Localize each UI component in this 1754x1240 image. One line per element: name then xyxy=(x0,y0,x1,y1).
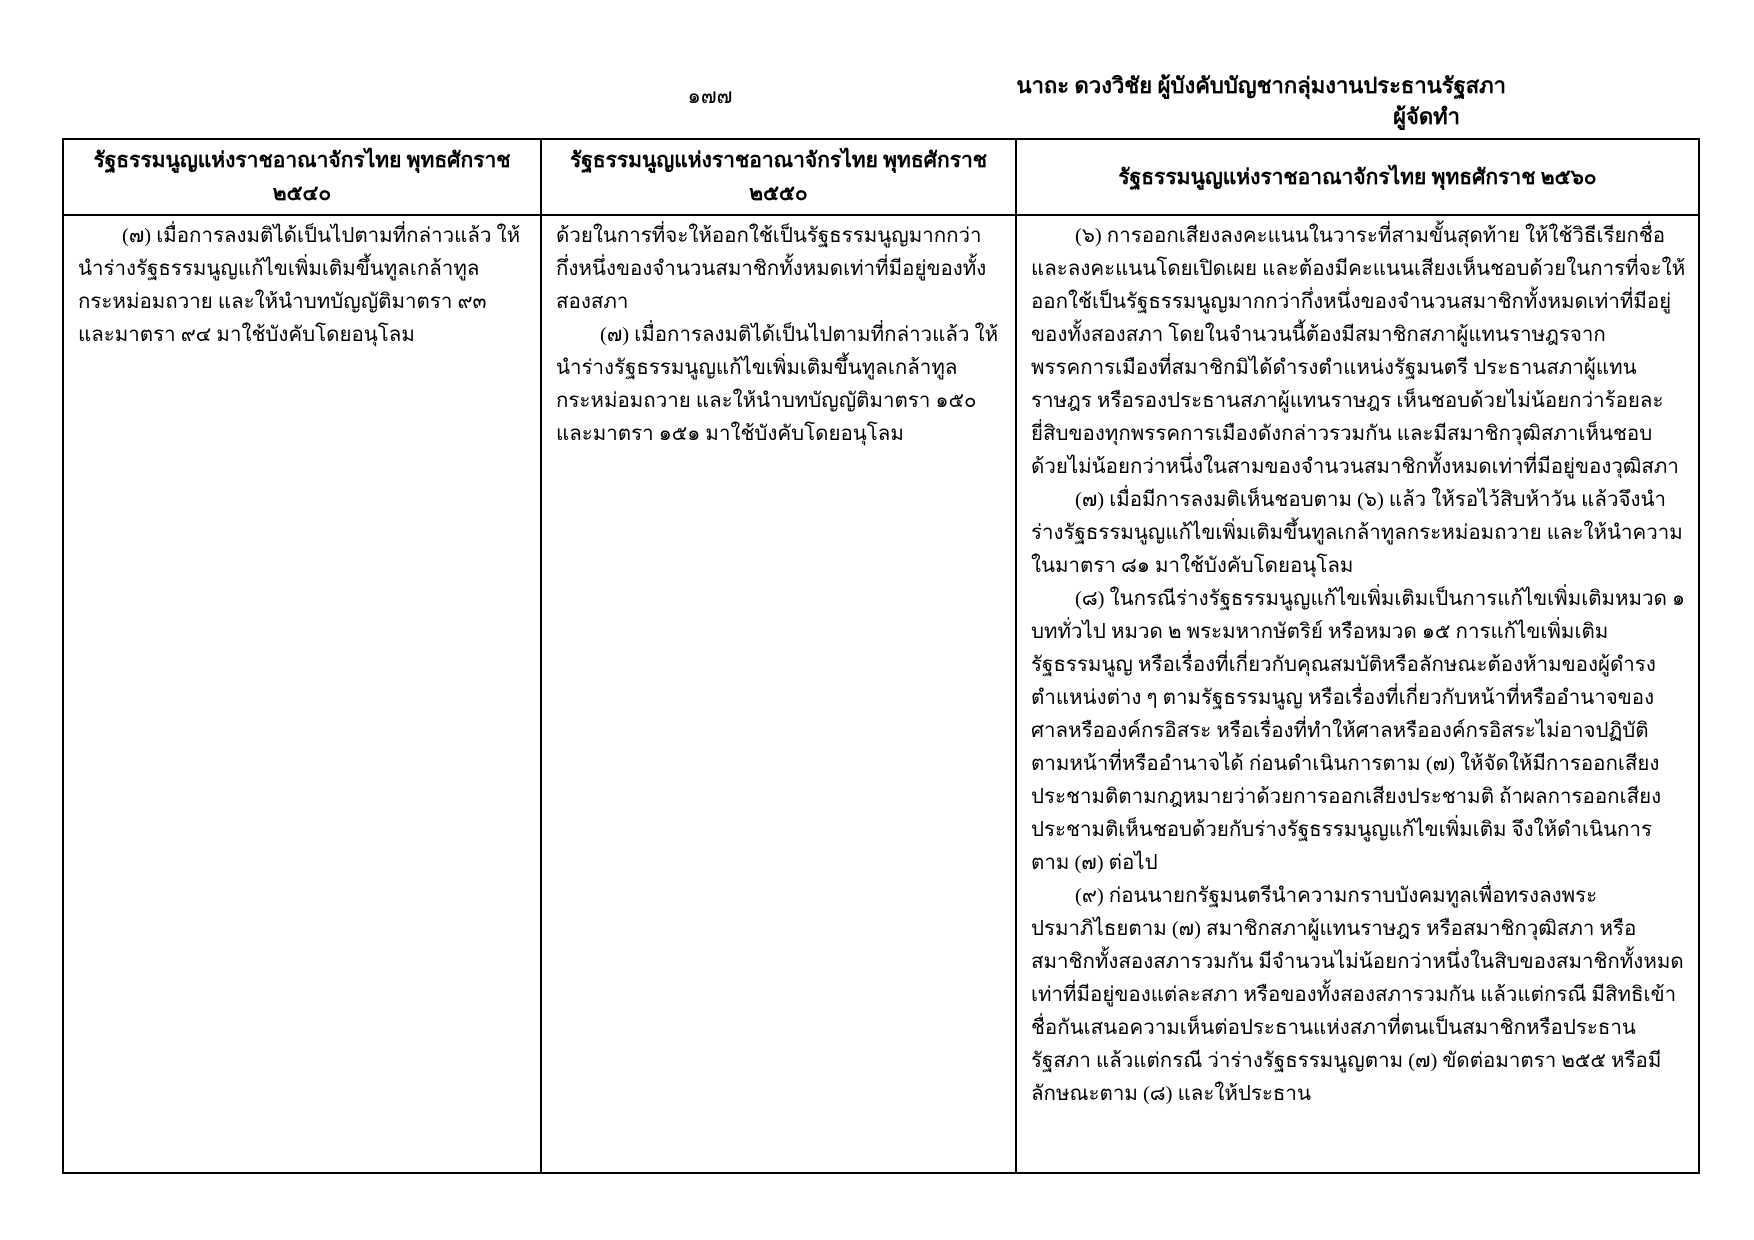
paragraph: ด้วยในการที่จะให้ออกใช้เป็นรัฐธรรมนูญมากกว่ากึ่งหนึ่งของจำนวนสมาชิกทั้งหมดเท่าที่มีอยู่ของทั้งสองสภา xyxy=(556,225,987,313)
paragraph: (๗) เมื่อการลงมติได้เป็นไปตามที่กล่าวแล้ว ให้นำร่างรัฐธรรมนูญแก้ไขเพิ่มเติมขึ้นทูลเกล้าทูลกระหม่อมถวาย และให้นำบทบัญญัติมาตรา ๙๓ และมาตรา ๙๔ มาใช้บังคับโดยอนุโลม xyxy=(78,225,521,346)
author-block xyxy=(1017,70,1506,132)
column-header-2550: รัฐธรรมนูญแห่งราชอาณาจักรไทย พุทธศักราช ๒๕๕๐ xyxy=(541,139,1016,215)
constitution-comparison-table xyxy=(62,138,1700,1174)
paragraph: (๙) ก่อนนายกรัฐมนตรีนำความกราบบังคมทูลเพื่อทรงลงพระปรมาภิไธยตาม (๗) สมาชิกสภาผู้แทนราษฎร หรือสมาชิกวุฒิสภา หรือสมาชิกทั้งสองสภารวมกัน มีจำนวนไม่น้อยกว่าหนึ่งในสิบของสมาชิกทั้งหมดเท่าที่มีอยู่ของแต่ละสภา หรือของทั้งสองสภารวมกัน แล้วแต่กรณี มีสิทธิเข้าชื่อกันเสนอความเห็นต่อประธานแห่งสภาที่ตนเป็นสมาชิกหรือประธานรัฐสภา แล้วแต่กรณี ว่าร่างรัฐธรรมนูญตาม (๗) ขัดต่อมาตรา ๒๕๕ หรือมีลักษณะตาม (๘) และให้ประธาน xyxy=(1031,885,1684,1105)
paragraph: (๗) เมื่อมีการลงมติเห็นชอบตาม (๖) แล้ว ให้รอไว้สิบห้าวัน แล้วจึงนำร่างรัฐธรรมนูญแก้ไขเพิ่มเติมขึ้นทูลเกล้าทูลกระหม่อมถวาย และให้นำความในมาตรา ๘๑ มาใช้บังคับโดยอนุโลม xyxy=(1031,489,1683,577)
cell-content-2550 xyxy=(556,220,1003,1172)
paragraph: (๗) เมื่อการลงมติได้เป็นไปตามที่กล่าวแล้ว ให้นำร่างรัฐธรรมนูญแก้ไขเพิ่มเติมขึ้นทูลเกล้าทูลกระหม่อมถวาย และให้นำบทบัญญัติมาตรา ๑๕๐ และมาตรา ๑๕๑ มาใช้บังคับโดยอนุโลม xyxy=(556,324,999,445)
column-body-2540 xyxy=(63,215,541,1173)
cell-content-2540 xyxy=(78,220,528,1172)
column-body-2560 xyxy=(1016,215,1699,1173)
table-header-row xyxy=(63,139,1699,215)
column-body-2550 xyxy=(541,215,1016,1173)
cell-content-2560 xyxy=(1031,220,1686,1172)
paragraph: (๖) การออกเสียงลงคะแนนในวาระที่สามขั้นสุดท้าย ให้ใช้วิธีเรียกชื่อและลงคะแนนโดยเปิดเผย และต้องมีคะแนนเสียงเห็นชอบด้วยในการที่จะให้ออกใช้เป็นรัฐธรรมนูญมากกว่ากึ่งหนึ่งของจำนวนสมาชิกทั้งหมดเท่าที่มีอยู่ของทั้งสองสภา โดยในจำนวนนี้ต้องมีสมาชิกสภาผู้แทนราษฎรจากพรรคการเมืองที่สมาชิกมิได้ดำรงตำแหน่งรัฐมนตรี ประธานสภาผู้แทนราษฎร หรือรองประธานสภาผู้แทนราษฎร เห็นชอบด้วยไม่น้อยกว่าร้อยละยี่สิบของทุกพรรคการเมืองดังกล่าวรวมกัน และมีสมาชิกวุฒิสภาเห็นชอบด้วยไม่น้อยกว่าหนึ่งในสามของจำนวนสมาชิกทั้งหมดเท่าที่มีอยู่ของวุฒิสภา xyxy=(1031,225,1686,478)
page-number: ๑๗๗ xyxy=(687,84,733,108)
table-body-row xyxy=(63,215,1699,1173)
column-header-2560: รัฐธรรมนูญแห่งราชอาณาจักรไทย พุทธศักราช ๒๕๖๐ xyxy=(1016,139,1699,215)
author-line: นาถะ ดวงวิชัย ผู้บังคับบัญชากลุ่มงานประธานรัฐสภา xyxy=(1016,73,1506,98)
paragraph: (๘) ในกรณีร่างรัฐธรรมนูญแก้ไขเพิ่มเติมเป็นการแก้ไขเพิ่มเติมหมวด ๑ บททั่วไป หมวด ๒ พระมหากษัตริย์ หรือหมวด ๑๕ การแก้ไขเพิ่มเติมรัฐธรรมนูญ หรือเรื่องที่เกี่ยวกับคุณสมบัติหรือลักษณะต้องห้ามของผู้ดำรงตำแหน่งต่าง ๆ ตามรัฐธรรมนูญ หรือเรื่องที่เกี่ยวกับหน้าที่หรืออำนาจของศาลหรือองค์กรอิสระ หรือเรื่องที่ทำให้ศาลหรือองค์กรอิสระไม่อาจปฏิบัติตามหน้าที่หรืออำนาจได้ ก่อนดำเนินการตาม (๗) ให้จัดให้มีการออกเสียงประชามติตามกฎหมายว่าด้วยการออกเสียงประชามติ ถ้าผลการออกเสียงประชามติเห็นชอบด้วยกับร่างรัฐธรรมนูญแก้ไขเพิ่มเติม จึงให้ดำเนินการตาม (๗) ต่อไป xyxy=(1031,588,1686,874)
column-header-2540: รัฐธรรมนูญแห่งราชอาณาจักรไทย พุทธศักราช ๒๕๔๐ xyxy=(63,139,541,215)
author-role: ผู้จัดทำ xyxy=(1393,104,1460,129)
